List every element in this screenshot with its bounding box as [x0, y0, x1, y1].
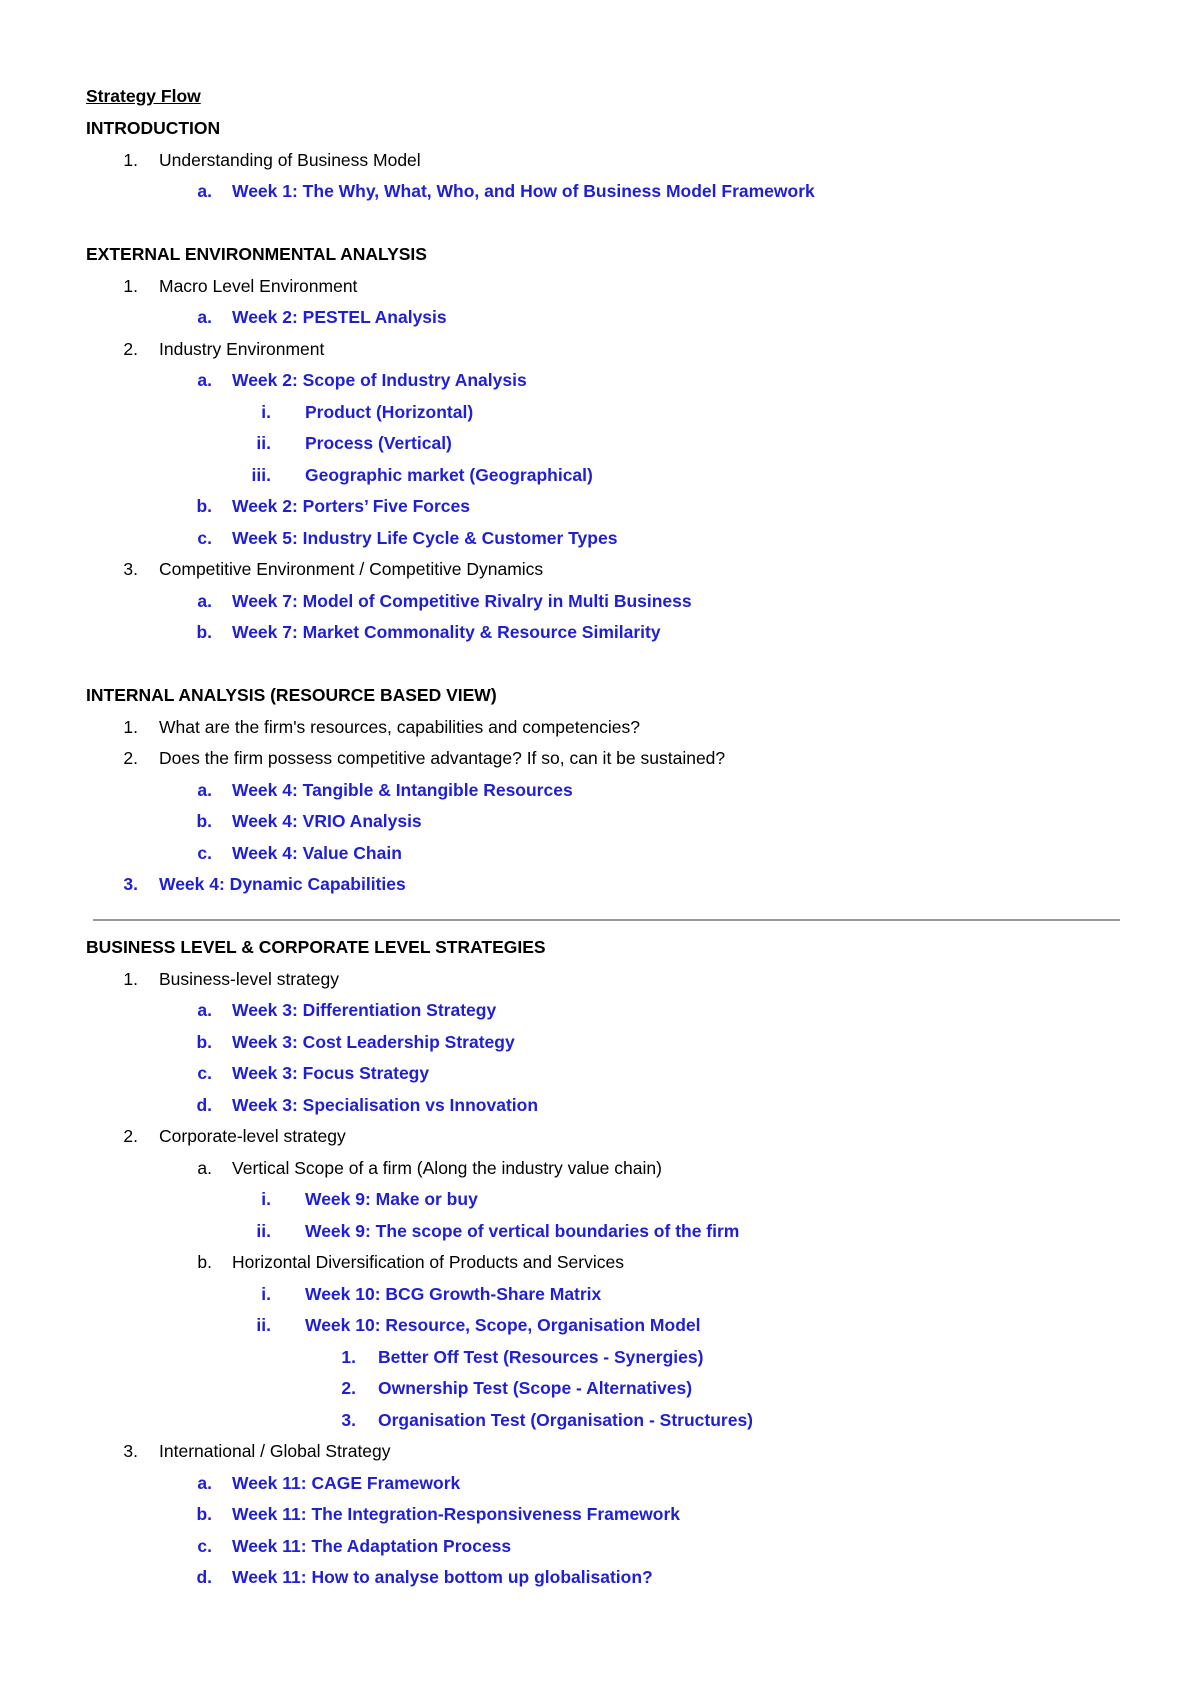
list-marker: ii. [256, 1315, 271, 1335]
list-item-week [0, 1404, 1200, 1436]
list-marker: d. [196, 1567, 212, 1587]
list-item-text: Week 4: Value Chain [232, 843, 402, 863]
section-heading-line [0, 112, 1200, 144]
list-item-week [0, 1215, 1200, 1247]
list-item-week [0, 427, 1200, 459]
list-item [0, 711, 1200, 743]
list-marker: 2. [123, 1126, 138, 1146]
section-heading-line [0, 679, 1200, 711]
list-item-text: Week 3: Focus Strategy [232, 1063, 430, 1083]
list-item-week [0, 1372, 1200, 1404]
list-marker: b. [196, 1504, 212, 1524]
list-marker: i. [261, 1189, 271, 1209]
list-item [0, 963, 1200, 995]
list-item-text: Week 7: Model of Competitive Rivalry in Multi Business [232, 591, 692, 611]
list-item-text: Vertical Scope of a firm (Along the industry value chain) [232, 1158, 662, 1178]
list-item-week [0, 837, 1200, 869]
list-marker: d. [196, 1095, 212, 1115]
list-item-text: Week 2: Scope of Industry Analysis [232, 370, 527, 390]
list-item-text: Week 9: Make or buy [305, 1189, 478, 1209]
list-marker: a. [197, 1000, 212, 1020]
list-item-week [0, 175, 1200, 207]
list-item-text: Week 7: Market Commonality & Resource Similarity [232, 622, 661, 642]
list-marker: b. [196, 811, 212, 831]
list-marker: i. [261, 1284, 271, 1304]
list-marker: a. [197, 1158, 212, 1178]
list-item-text: What are the firm's resources, capabilities and competencies? [159, 717, 640, 737]
section-heading-line [0, 238, 1200, 270]
list-item-text: Week 11: CAGE Framework [232, 1473, 461, 1493]
list-marker: 2. [123, 748, 138, 768]
list-item-text: Week 4: VRIO Analysis [232, 811, 422, 831]
list-item-text: Week 11: The Adaptation Process [232, 1536, 512, 1556]
list-item-text: Ownership Test (Scope - Alternatives) [378, 1378, 693, 1398]
list-marker: b. [197, 1252, 212, 1272]
section-heading-internal: INTERNAL ANALYSIS (RESOURCE BASED VIEW) [86, 685, 497, 705]
list-item-text: Week 4: Tangible & Intangible Resources [232, 780, 573, 800]
list-marker: c. [197, 1063, 212, 1083]
list-marker: a. [197, 1473, 212, 1493]
list-item-week [0, 1183, 1200, 1215]
list-item-text: Week 5: Industry Life Cycle & Customer Types [232, 528, 618, 548]
list-marker: i. [261, 402, 271, 422]
list-item-text: Corporate-level strategy [159, 1126, 346, 1146]
section-heading-external: EXTERNAL ENVIRONMENTAL ANALYSIS [86, 244, 427, 264]
section-heading-introduction: INTRODUCTION [86, 118, 221, 138]
list-marker: 2. [123, 339, 138, 359]
list-item-week [0, 396, 1200, 428]
list-item-text: Does the firm possess competitive advantage? If so, can it be sustained? [159, 748, 726, 768]
list-item-text: Week 11: The Integration-Responsiveness Framework [232, 1504, 681, 1524]
list-item-text: Macro Level Environment [159, 276, 358, 296]
list-item-text: Week 2: PESTEL Analysis [232, 307, 447, 327]
list-item [0, 742, 1200, 774]
list-item-week [0, 522, 1200, 554]
list-item-text: Understanding of Business Model [159, 150, 421, 170]
list-marker: 3. [123, 1441, 138, 1461]
list-item [0, 270, 1200, 302]
list-marker: 1. [123, 150, 138, 170]
list-item-text: Week 10: Resource, Scope, Organisation Model [305, 1315, 701, 1335]
list-item [0, 1246, 1200, 1278]
list-item-text: Week 2: Porters’ Five Forces [232, 496, 470, 516]
list-marker: a. [197, 780, 212, 800]
list-item-text: Week 10: BCG Growth-Share Matrix [305, 1284, 602, 1304]
list-item-text: Week 9: The scope of vertical boundaries of the firm [305, 1221, 740, 1241]
list-marker: 1. [123, 717, 138, 737]
list-item-week [0, 1498, 1200, 1530]
list-marker: 2. [341, 1378, 356, 1398]
list-item-text: Week 3: Differentiation Strategy [232, 1000, 497, 1020]
list-item-week [0, 1530, 1200, 1562]
list-marker: c. [197, 1536, 212, 1556]
list-marker: a. [197, 307, 212, 327]
list-marker: 3. [123, 559, 138, 579]
list-marker: ii. [256, 433, 271, 453]
list-item-text: Geographic market (Geographical) [305, 465, 593, 485]
list-marker: 3. [341, 1410, 356, 1430]
document-title-line [0, 80, 1200, 112]
list-item-text: Better Off Test (Resources - Synergies) [378, 1347, 704, 1367]
list-item-text: Process (Vertical) [305, 433, 452, 453]
list-item [0, 1435, 1200, 1467]
list-item-week [0, 1467, 1200, 1499]
list-item-text: Week 11: How to analyse bottom up globalisation? [232, 1567, 653, 1587]
list-marker: a. [197, 370, 212, 390]
list-marker: 1. [341, 1347, 356, 1367]
list-item-text: International / Global Strategy [159, 1441, 391, 1461]
list-marker: a. [197, 181, 212, 201]
list-marker: 3. [123, 874, 138, 894]
list-item-week [0, 774, 1200, 806]
list-item [0, 553, 1200, 585]
document-title: Strategy Flow [86, 86, 201, 106]
list-marker: b. [196, 1032, 212, 1052]
section-heading-line [0, 931, 1200, 963]
list-item-week [0, 868, 1200, 900]
list-marker: 1. [123, 276, 138, 296]
list-item-week [0, 1057, 1200, 1089]
list-item-week [0, 805, 1200, 837]
list-marker: 1. [123, 969, 138, 989]
list-item-week [0, 301, 1200, 333]
list-item-text: Competitive Environment / Competitive Dynamics [159, 559, 544, 579]
list-item-text: Organisation Test (Organisation - Structures) [378, 1410, 754, 1430]
list-item-week [0, 459, 1200, 491]
list-item-week [0, 1561, 1200, 1593]
list-item [0, 1152, 1200, 1184]
list-item-text: Week 1: The Why, What, Who, and How of Business Model Framework [232, 181, 815, 201]
list-marker: ii. [256, 1221, 271, 1241]
list-item-week [0, 1309, 1200, 1341]
list-marker: a. [197, 591, 212, 611]
horizontal-divider [93, 919, 1120, 921]
list-item-text: Product (Horizontal) [305, 402, 474, 422]
list-item-week [0, 585, 1200, 617]
list-marker: iii. [251, 465, 271, 485]
list-item-text: Business-level strategy [159, 969, 339, 989]
list-item-week [0, 1089, 1200, 1121]
list-marker: b. [196, 496, 212, 516]
list-item-text: Week 4: Dynamic Capabilities [159, 874, 406, 894]
list-marker: b. [196, 622, 212, 642]
list-item-week [0, 1278, 1200, 1310]
list-item-week [0, 994, 1200, 1026]
list-item-text: Horizontal Diversification of Products and Services [232, 1252, 624, 1272]
section-heading-strategies: BUSINESS LEVEL & CORPORATE LEVEL STRATEGIES [86, 937, 546, 957]
list-marker: c. [197, 528, 212, 548]
list-item-text: Week 3: Specialisation vs Innovation [232, 1095, 539, 1115]
list-item-week [0, 616, 1200, 648]
list-item-week [0, 490, 1200, 522]
list-marker: c. [197, 843, 212, 863]
list-item [0, 333, 1200, 365]
list-item [0, 1120, 1200, 1152]
list-item-text: Week 3: Cost Leadership Strategy [232, 1032, 515, 1052]
list-item-week [0, 1341, 1200, 1373]
list-item [0, 144, 1200, 176]
list-item-week [0, 1026, 1200, 1058]
list-item-text: Industry Environment [159, 339, 325, 359]
list-item-week [0, 364, 1200, 396]
